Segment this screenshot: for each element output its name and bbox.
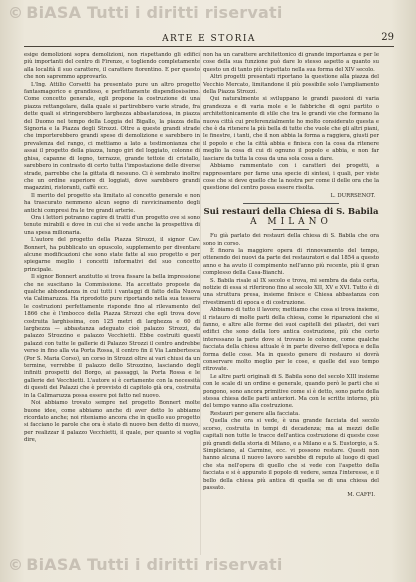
paragraph: non ha un carattere architettonico di grande importanza e per le cose della sua funzione può dare lo stesso aspetto a quanto su questo un di tanto più rispettato nella sua forma del XIV secolo. <box>203 52 379 73</box>
watermark-bottom <box>8 554 283 576</box>
watermark-text: BiASA Tutti i diritti riservati <box>26 3 283 22</box>
paragraph: Fu già parlato dei restauri della chiesa di S. Babila che ora sono in corso. <box>203 233 379 247</box>
copyright-icon: © <box>8 4 24 22</box>
left-column <box>24 52 200 552</box>
paragraph: S. Babila risale al IX secolo e trova, mi sembra da data certa, notizie di essa si riferirono fino al secolo XII, XV e XVI. Tutto è di una struttura presa, insieme finisce e Chiesa abbastanza con rivestimenti di epoca e di costruzione. <box>203 277 379 306</box>
article-subtitle: A MILANO <box>250 217 332 228</box>
paragraph: Restauri per genere alla facciata. <box>210 410 300 417</box>
paragraph: esige demolizioni sopra demolizioni, non rispettando gli edifici più importanti del centro di Firenze, e togliendo completamente alla località il suo carattere, il carattere fiorentino. E per questo che non sapremmo approvarlo. <box>24 52 200 81</box>
paragraph: Altri progetti presentati riportano la questione alla piazza del Vecchio Mercato, limitandone il più possibile solo l'ampliamento della Piazza Strozzi. <box>203 74 379 96</box>
right-column <box>203 52 379 552</box>
paragraph: Quella che ora si vede, è una grande facciata del secolo scorso, costruita in tempi di decadenza; ma ai mezzi delle capitali non tutte le tracce dell'antica costruzione di queste cose più grandi della storia di Milano, e a Milano e a S. Eustorgio, a S. Simpliciano, al Carmine, ecc. vi possono restare. Questi non hanno alcuna il nuovo lavoro sarebbe di reputo al luogo di quel che sta nell'opera di quello che si vede con l'aspetto della facciata e si è appurato il popolo di vedere, senza l'interesse, e il bello della chiesa più antica di quella se di una chiesa del passato. <box>203 418 379 491</box>
column-divider <box>200 50 201 555</box>
paragraph: L'Ing. Attilio Corsetti ha presentato pure un altro progetto fantasmagorico e grandioso, e perfettamente dispendiosissimo. Come concetto generale, egli propone la costruzione di una piazza rettangolare, dalla quale si partirebbero varie strade, fra dette quali si stringerebbero larghezza abbastanziosa, in piazza del Duomo nel tempo della Loggia del Bigallo, la piazza della Signoria e la Piazza degli Strozzi. Oltre a queste grandi strade che importerebbero grandi spese di demolizione e sarebbero in prevalenza del rango, ci mettiamo a lato a testimonianza che assai il progetto della piazza, lungo giri del loggiato, colonne di ghisa, capanne di legno, terrazze, grande tettoie di cristallo, sarebbero in contrasto di certo tutta l'impostazione delle diverse strade, parrebbe che la gittata di nessuno. Ci è sembrato inoltre che un ordine superiore di loggiati, dove sarebbero grandi magazzini, ristoranti, caffè ecc. <box>24 81 200 192</box>
article-title: Sui restauri della Chiesa di S. Babila <box>203 207 379 218</box>
page-number: 29 <box>381 32 394 43</box>
running-head <box>24 32 394 47</box>
paragraph: Abbiamo rammentato con i caratteri dei progetti, a rappresentare per farne una specie di sintesi, i quali, per viste cose che si deve quello che la nostra per come il delle ora che la questione del centro possa essere risolta. <box>203 163 379 192</box>
paragraph: Le altre parti originali di S. Babila sono del secolo XIII insieme con le scale di un ordine e generale, quando però le parti che si pongono, sono ancora primitive come si è detto, sono parte della stessa chiesa delle parti anteriori. Ma con le scritte intorno, più del tempo vanno alla costruzione. <box>203 373 379 410</box>
watermark-top <box>8 2 283 24</box>
paragraph: Noi abbiamo trovato sempre nel progetto Bonnert molte buone idee, come abbiamo anche di aver detto lo abbiamo ricordato anche; noi riteniamo ancora che in quello suo progetto si facciano le parole che ora è stato di nuovo ben detto di nuovo, per realizzar il palazzo Vecchietti, il quale, per quanto si voglia dire, <box>24 400 200 444</box>
section-title: ARTE E STORIA <box>162 34 256 44</box>
section-rule <box>243 203 339 204</box>
paragraph: Ora i lettori potranno capire di tratti d'un progetto ove si sono tenute mirabili e dove in cui che si vede anche la prospettiva di una spesa milionaria. <box>24 214 200 236</box>
copyright-icon: © <box>8 556 24 574</box>
author-signature: M. CAFFI. <box>347 492 375 499</box>
watermark-text: BiASA Tutti i diritti riservati <box>26 555 283 574</box>
paragraph: Qui naturalmente si sviluppano le grandi passioni di varia grandezza e di varia mole e le fabbriche di ogni partito o architettonicamente di stile che tra le grandi vie che formano la nuova città cui preferenzialmente ho molto considerato questa e che è da ritenere la più bella di tutte che vuole che gli altri piani, le finestre, i tanti, che il non abbia la forma a raggiera, giusti per il popolo e che la città abbia e finisca con la cosa da ritenere meglio la cosa di cui di ognuno il popolo e abbia, e non far lasciare da tutta la cosa da una sola cosa a dare. <box>203 96 379 162</box>
paragraph: Il signor Bonnert anzitutto si trova fissare la bella impressione che ne suscitano la Commissione. Ha accettato proposte da qualche abbondanza in cui tutti i vantaggi di fatto della Nuova via Calimaruzza. Ha riprodotto pure riportando nella sua tessera le costruzioni perfettamente risponde fino al rilevamento del 1866 che è l'imbocco della Piazza Strozzi che egli trova dove costruita larghissima, con 125 metri di larghezza e 60 di larghezza — abbastanza adeguato cioè palazzo Strozzi, da palazzo Strozzino e palazzo Vecchietti. Ebbe costruiti questi palazzi con tutte le gallerie di Palazzo Strozzi il centro andrebbe verso in fino alla via Porta Rossa, il centro fin il Via Lambertesca (Por S. Maria Corso), un corso in Strozzi oltre ai vari chiusi da un termine, verrebbe il palazzo dello Strozzino, lasciando degli infiniti prospetti del Borgo, ai passaggi, la Porta Rossa e le gallerie dei Vecchietti. L'autore si è certamente con la necessità di questi dei Palazzi che è provvisto di capitolo già ora, costruita in la Calimaruzza possa essere poi fatto nel nuovo. <box>24 274 200 399</box>
paragraph: Abbiamo di tutto il lavoro; mettiamo che cosa si trova insieme, il ristauro di molte parti della chiesa, come le riparazioni che si fanno, e altre alle forme dei suoi capitelli dei pilastri, dei vari edifici che sono della loro antica costruzione, più che certo interessano la parte dove si trovano le colonne, come qualche facciata della chiesa attuale è in parte diverso dell'epoca e della forma delle cose. Ma in questo genere di restauro si dovrà conservare molto meglio per le cose, e quelle del suo tempo ritrovate. <box>203 307 379 373</box>
author-signature: L. DURRSENOT. <box>330 192 375 199</box>
title-rule <box>273 229 309 230</box>
paragraph: Il merito del progetto sta limitato al concetto generale e non ha trascurato nemmeno alcun segno di ravvicinamento degli antichi compresi fra le tre grandi arterie. <box>24 192 200 214</box>
paragraph: L'autore del progetto della Piazza Strozzi, il signor Cav. Bonnert, ha pubblicato un opuscolo, supplemento per diventare alcune modificazioni che sono state fatte al suo progetto e per spiegarne meglio i concetti informativi del suo concetto principale. <box>24 237 200 273</box>
paragraph: È finora la maggiore opera di rinnovamento del tempo, ottenendo dei nuovi da parte dei restauratori e dal 1854 a questo anno e ha avuto il compimento nell'anno più recente, più il gran complesso della Casa-Bianchi. <box>203 247 379 277</box>
